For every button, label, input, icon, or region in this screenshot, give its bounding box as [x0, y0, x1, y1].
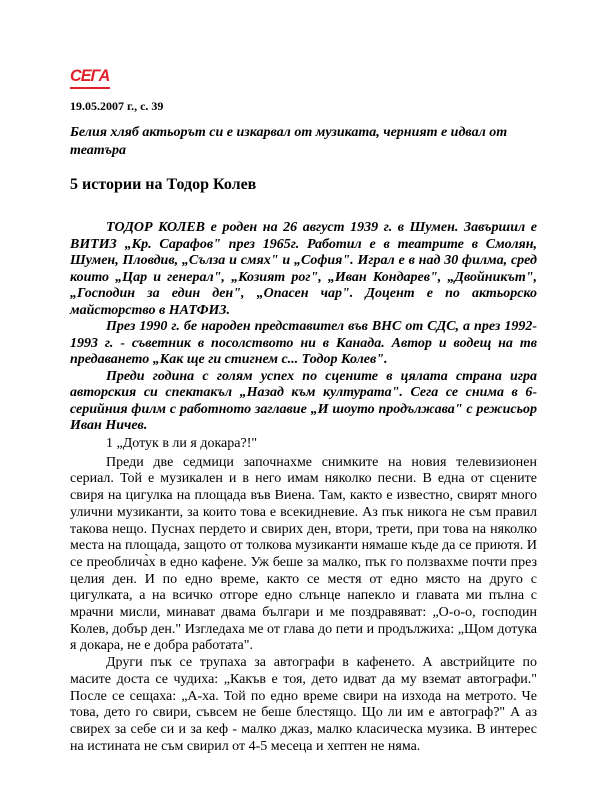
- body-paragraph: Други пък се трупаха за автографи в кафенето. А австрийците по масите доста се чудиха: „Какъв е тоя, дето идват да му вземат автографи." После се сещаха: „А-ха. Той по едно време свири на изхода на метрото. Че това, дето го свири, съвсем не беше блестящо. Що ли им е автограф?" А аз свирех за себе си и за кеф - малко джаз, малко класическа музика. В интерес на истината не съм свирил от 4-5 месеца и хептен не няма.: [70, 655, 537, 754]
- intro-paragraph: ТОДОР КОЛЕВ е роден на 26 август 1939 г. в Шумен. Завършил е ВИТИЗ „Кр. Сарафов" през 1965г. Работил е в театрите в Смолян, Шумен, Пловдив, „Сълза и смях" и „София". Играл е в над 30 филма, сред които „Цар и генерал", „Козият рог", „Иван Кондарев", „Двойникът", „Господин за един ден", „Опасен чар". Доцент е по актьорско майсторство в НАТФИЗ.: [70, 220, 537, 318]
- intro-paragraph: През 1990 г. бе народен представител във ВНС от СДС, а през 1992-1993 г. - съветник в посолството ни в Канада. Автор и водещ на тв предаването „Как ще ги стигнем с... Тодор Колев".: [70, 319, 537, 367]
- logo-underline: [70, 87, 110, 89]
- logo-text: СЕГА: [70, 66, 110, 85]
- body-paragraph: Преди две седмици започнахме снимките на новия телевизионен сериал. Той е музикален и в него имам няколко песни. В една от сцените свиря на цигулка на площада във Виена. Там, както е известно, свирят много улични музиканти, за които това е всекидневие. Аз пък никога не съм правил такова нещо. Пуснах пердето и свирих ден, втори, трети, при това на няколко места на площада, защото от толкова музиканти нямаше къде да се приютя. И се преоблича̀х в едно кафене. Уж беше за малко, пък го ползвахме почти през целия ден. И по едно време, както се местя от едно място на друго с цигулката, а на всичко отгоре едно слънце напекло и главата ми пълна с мрачни мисли, минават двама българи и ме поздравяват: „О-о-о, господин Колев, добър ден." Изгледаха ме от глава до пети и продължиха: „Щом дотука я докара, не е добра работата".: [70, 454, 537, 654]
- section-title: 1 „Дотук в ли я докара?!": [106, 436, 258, 451]
- article-subtitle: Белия хляб актьорът си е изкарвал от музиката, черният е идвал от театъра: [70, 125, 508, 158]
- publication-date: 19.05.2007 г., с. 39: [70, 99, 164, 113]
- article-body: [70, 436, 537, 755]
- biography-intro: [70, 220, 537, 435]
- article-headline: 5 истории на Тодор Колев: [70, 176, 257, 193]
- newspaper-logo: [70, 66, 110, 90]
- intro-paragraph: Преди година с голям успех по сцените в цялата страна игра авторския си спектакъл „Назад към културата". Сега се снима в 6-серийния филм с работното заглавие „И шоуто продължава" с режисьор Иван Ничев.: [70, 368, 537, 433]
